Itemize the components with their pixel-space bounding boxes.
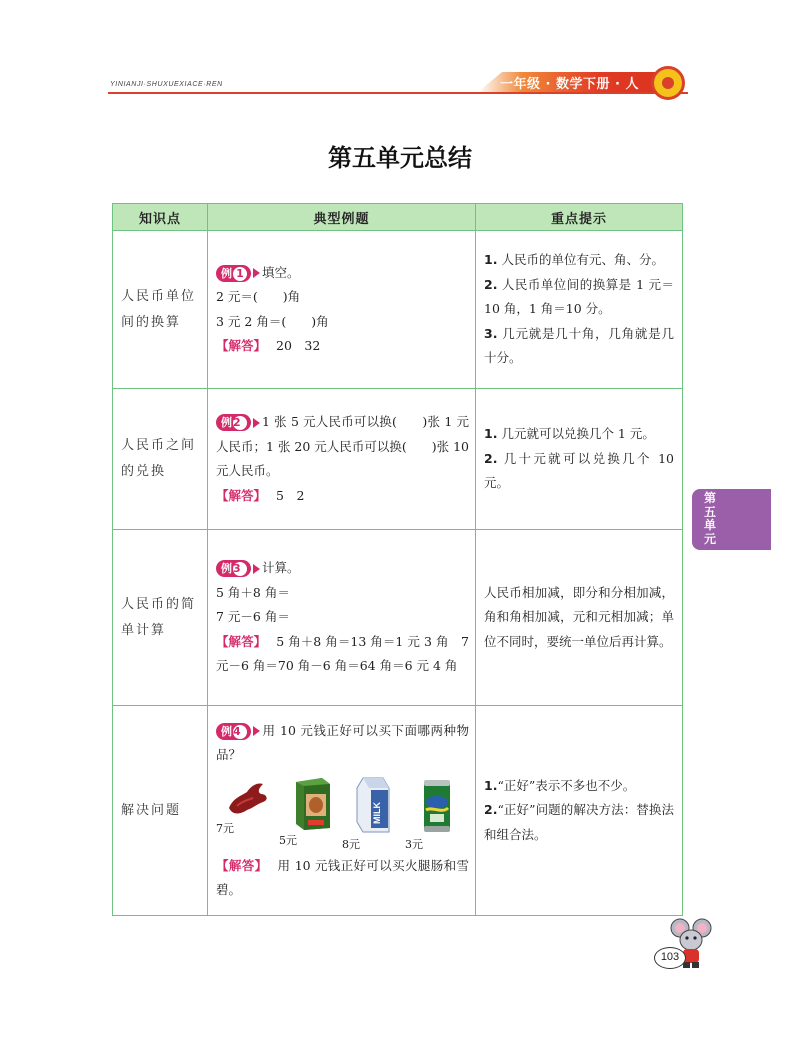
tip-text: 几元就可以兑换几个 1 元。: [501, 426, 655, 442]
milk-carton-icon: [349, 774, 399, 836]
example-cell: [208, 389, 476, 530]
example-cell: [208, 706, 476, 916]
tip-number: 1.: [484, 252, 498, 268]
grade-label: 一年级 · 数学下册 · 人: [500, 77, 639, 92]
price-label: 8元: [342, 837, 360, 851]
topic-cell: 人民币的简单计算: [113, 530, 208, 706]
answer-label: 【解答】: [216, 857, 268, 873]
juice-box-icon: [286, 774, 336, 832]
summary-table: [112, 203, 683, 916]
good-item: [216, 774, 279, 852]
tips-cell: [476, 706, 683, 916]
tip-number: 1.: [484, 426, 498, 442]
answer-label: 【解答】: [216, 338, 267, 353]
header-example: 典型例题: [208, 204, 476, 231]
price-label: 3元: [405, 837, 423, 851]
question-line: 1 张 5 元人民币可以换( )张 1 元人民币；1 张 20 元人民币可以换( )张 10 元人民币。: [216, 414, 469, 478]
arrow-icon: [253, 418, 260, 428]
example-marker: 例 1: [216, 265, 260, 282]
question-line: 5 角＋8 角＝: [216, 584, 290, 600]
example-marker: 例3: [216, 560, 260, 577]
tip-text: “正好”表示不多也不少。: [497, 777, 636, 793]
good-item: [405, 774, 468, 852]
price-label: 7元: [216, 821, 234, 835]
header-topic: 知识点: [113, 204, 208, 231]
answer-text: 5 2: [276, 487, 305, 503]
goods-row: [216, 774, 469, 852]
tip-text: 人民币单位间的换算是 1 元＝10 角，1 角＝10 分。: [484, 276, 674, 317]
arrow-icon: [253, 726, 260, 736]
tip-number: 2.: [484, 802, 498, 818]
question-line: 3 元 2 角＝( )角: [216, 313, 329, 329]
tip-number: 2.: [484, 450, 498, 466]
page-title: 第五单元总结: [328, 143, 472, 172]
answer-label: 【解答】: [216, 633, 267, 649]
topic-cell: 人民币之间的兑换: [113, 389, 208, 530]
good-item: [342, 774, 405, 852]
unit-side-tab-label: 第五单元: [704, 491, 717, 546]
question-line: 计算。: [262, 560, 300, 576]
unit-side-tab: [692, 489, 771, 550]
answer-text: 20 32: [276, 338, 321, 353]
svg-text:MILK: MILK: [371, 801, 382, 824]
example-marker: 例4: [216, 723, 260, 740]
answer-text: 5 角＋8 角＝13 角＝1 元 3 角 7 元－6 角＝70 角－6 角＝64 角＝6 元 4 角: [216, 633, 469, 674]
tip-text: 几十元就可以兑换几个 10 元。: [484, 450, 674, 491]
page-number: 103: [654, 947, 686, 969]
badge-icon: [651, 66, 685, 100]
tips-cell: [476, 389, 683, 530]
question-line: 7 元－6 角＝: [216, 609, 290, 625]
price-label: 5元: [279, 833, 297, 847]
question-line: 2 元＝( )角: [216, 289, 301, 304]
tip-number: 1.: [484, 777, 498, 793]
answer-label: 【解答】: [216, 487, 267, 503]
arrow-icon: [253, 564, 260, 574]
example-cell: [208, 530, 476, 706]
tips-cell: 人民币相加减，即分和分相加减，角和角相加减，元和元相加减；单位不同时，要统一单位后再计算。: [476, 530, 683, 706]
ham-sausage-icon: [223, 774, 273, 820]
tip-text: “正好”问题的解决方法：替换法和组合法。: [484, 802, 674, 842]
question-line: 用 10 元钱正好可以买下面哪两种物品？: [216, 722, 469, 762]
soda-can-icon: [412, 774, 462, 836]
example-cell: [208, 231, 476, 389]
table-header-row: [113, 204, 683, 231]
question-line: 填空。: [262, 264, 300, 280]
table-row: [113, 706, 683, 916]
tip-number: 2.: [484, 276, 498, 292]
tips-cell: [476, 231, 683, 389]
example-marker: 例2: [216, 414, 260, 431]
topic-cell: 人民币单位间的换算: [113, 231, 208, 389]
table-row: [113, 231, 683, 389]
table-row: [113, 389, 683, 530]
header-tips: 重点提示: [476, 204, 683, 231]
arrow-icon: [253, 268, 260, 278]
tip-text: 人民币的单位有元、角、分。: [501, 252, 664, 268]
good-item: [279, 774, 342, 852]
topic-cell: 解决问题: [113, 706, 208, 916]
header-rule: [108, 92, 688, 94]
tip-text: 几元就是几十角，几角就是几十分。: [484, 325, 674, 366]
series-code: YINIANJI·SHUXUEXIACE·REN: [110, 81, 223, 88]
answer-text: 用 10 元钱正好可以买火腿肠和雪碧。: [216, 857, 469, 897]
tip-number: 3.: [484, 325, 498, 341]
table-row: [113, 530, 683, 706]
